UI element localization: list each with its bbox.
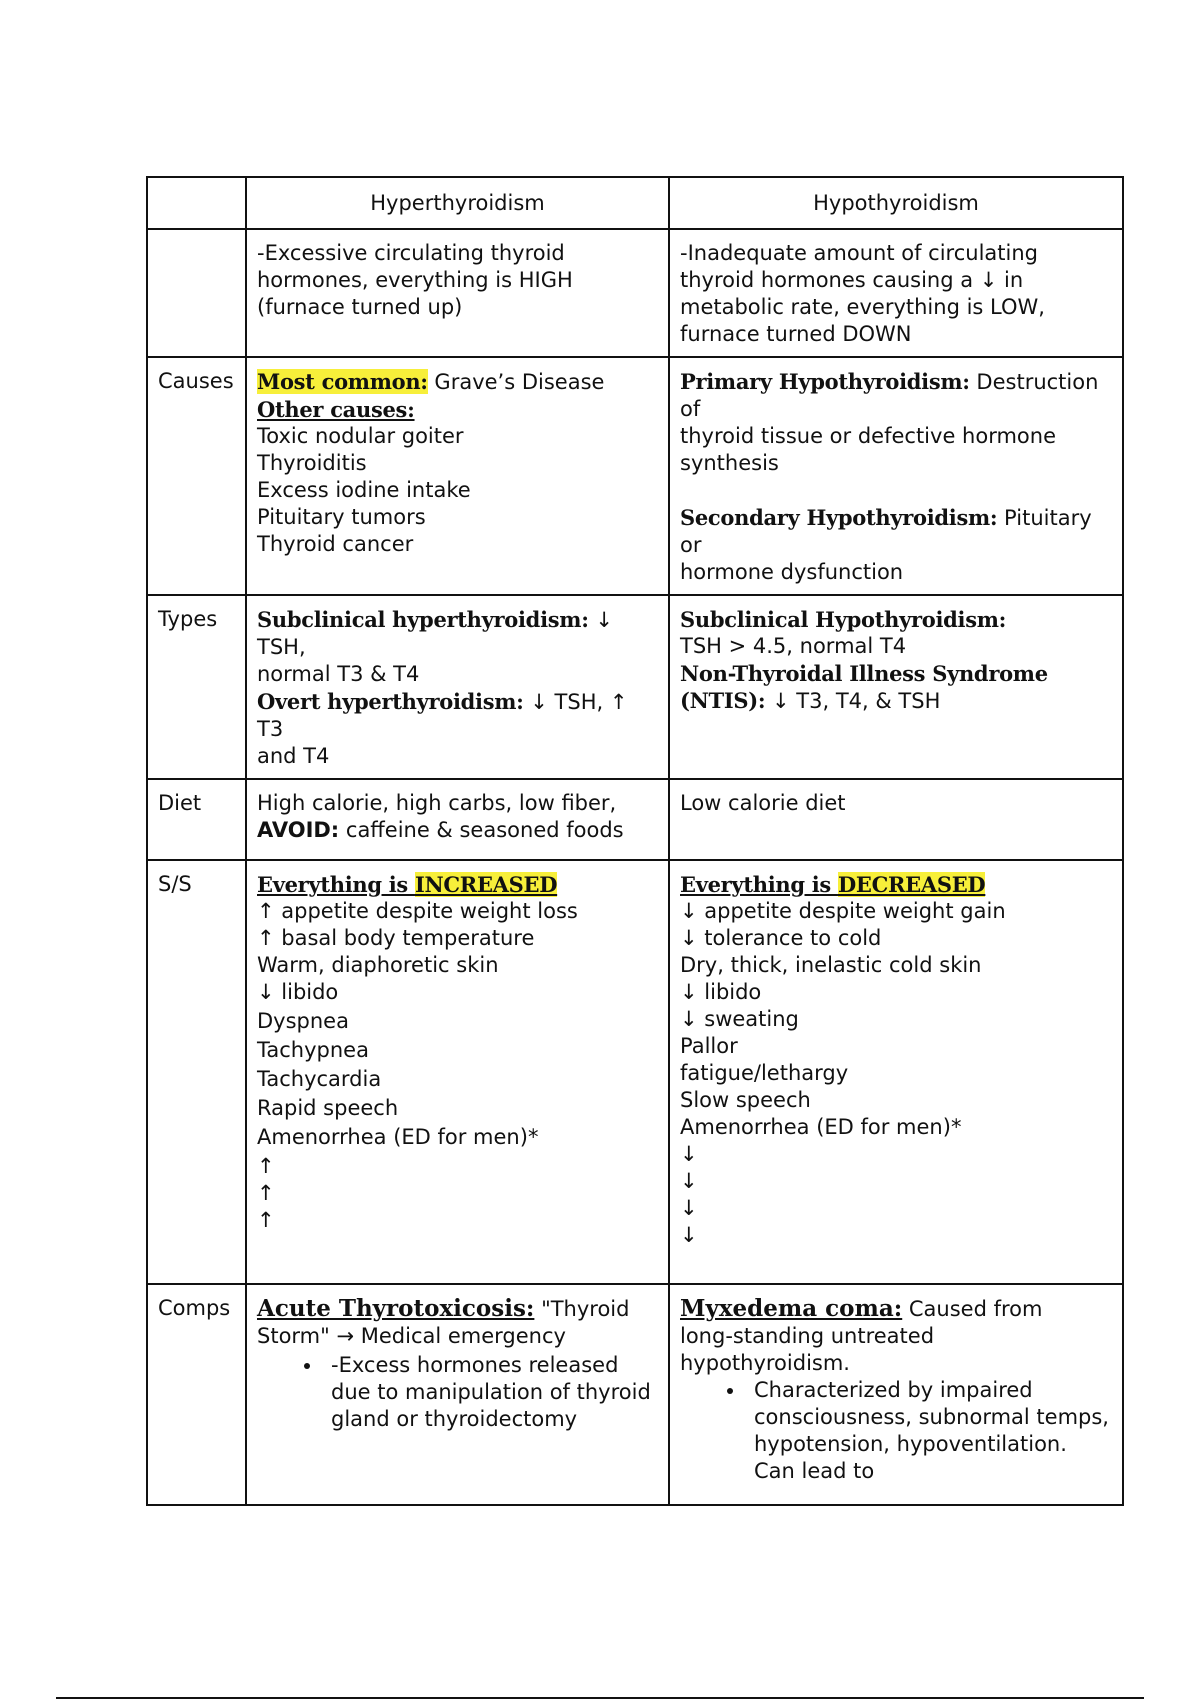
header-hypothyroidism: Hypothyroidism: [669, 177, 1123, 229]
ntis-line: [680, 687, 1113, 715]
causes-hypo: [669, 357, 1123, 595]
header-blank: [147, 177, 246, 229]
ss-hyper-item: ↑ appetite despite weight loss: [257, 899, 578, 923]
ss-hypo-item: Amenorrhea (ED for men)*: [680, 1115, 962, 1139]
subclinical-hypo-value: TSH > 4.5, normal T4: [680, 634, 907, 658]
types-hyper: [246, 595, 669, 779]
diet-label: Diet: [147, 779, 246, 860]
overt-hyper-line: and T4: [257, 744, 330, 768]
thyrotoxicosis-title: Acute Thyrotoxicosis:: [257, 1295, 535, 1322]
causes-hyper: [246, 357, 669, 595]
causes-label: Causes: [147, 357, 246, 595]
ss-hypo-heading-prefix: Everything is: [680, 872, 838, 897]
list-item: • Characterized by impaired consciousness, subnormal temps, hypotension, hypoventilation. Can lead to: [746, 1377, 1113, 1485]
ss-hypo-item: ↓ tolerance to cold: [680, 926, 882, 950]
ss-hyper-heading-prefix: Everything is: [257, 872, 415, 897]
thyrotoxicosis-line: Storm" → Medical emergency: [257, 1324, 566, 1348]
most-common-line: [257, 368, 659, 396]
overt-hyper-value: ↓ TSH, ↑ T3: [257, 690, 628, 741]
cause-item: Thyroid cancer: [257, 532, 414, 556]
thyrotoxicosis-bullets: [257, 1352, 659, 1433]
ntis-abbrev: (NTIS):: [680, 688, 766, 713]
complications-row: [147, 1284, 1123, 1505]
primary-value: Destruction of: [680, 370, 1099, 421]
list-item: • -Excess hormones released due to manipulation of thyroid gland or thyroidectomy: [323, 1352, 659, 1433]
diet-row: [147, 779, 1123, 860]
diet-hyper: [246, 779, 669, 860]
ss-hyper-item: ↓ libido: [257, 980, 339, 1004]
myxedema-line: hypothyroidism.: [680, 1351, 850, 1375]
intro-label: [147, 229, 246, 357]
secondary-label: Secondary Hypothyroidism:: [680, 505, 998, 530]
overt-hyper-line: [257, 688, 659, 743]
ss-hypo-item: fatigue/lethargy: [680, 1061, 849, 1085]
cause-item: Pituitary tumors: [257, 505, 426, 529]
header-hyperthyroidism: Hyperthyroidism: [246, 177, 669, 229]
ss-hyper-item: Warm, diaphoretic skin: [257, 953, 499, 977]
ss-hypo-item: Pallor: [680, 1034, 738, 1058]
ss-hypo-item: ↓ appetite despite weight gain: [680, 899, 1006, 923]
down-arrow-icon: ↓: [680, 1223, 698, 1247]
primary-line: thyroid tissue or defective hormone: [680, 424, 1057, 448]
ntis-value: ↓ T3, T4, & TSH: [765, 689, 941, 713]
ntis-label: Non-Thyroidal Illness Syndrome: [680, 661, 1048, 686]
cause-item: Excess iodine intake: [257, 478, 471, 502]
ss-hyper-item: Rapid speech: [257, 1096, 399, 1120]
up-arrow-icon: ↑: [257, 1181, 275, 1205]
ss-hypo-item: ↓ libido: [680, 980, 762, 1004]
header-row: [147, 177, 1123, 229]
overt-hyper-label: Overt hyperthyroidism:: [257, 689, 524, 714]
intro-hypo-line: furnace turned DOWN: [680, 322, 912, 346]
subclinical-hyper-line: [257, 606, 659, 661]
ss-hypo-item: Dry, thick, inelastic cold skin: [680, 953, 982, 977]
types-hypo: [669, 595, 1123, 779]
myxedema-rest: Caused from: [902, 1297, 1043, 1321]
ss-hyper: [246, 860, 669, 1284]
spacer: [680, 477, 1113, 504]
intro-hypo: [669, 229, 1123, 357]
footer-divider: [56, 1697, 1144, 1699]
primary-line: [680, 368, 1113, 423]
most-common-value: Grave’s Disease: [427, 370, 605, 394]
thyrotoxicosis-rest: "Thyroid: [534, 1297, 630, 1321]
comparison-table: [146, 176, 1124, 1506]
intro-hyper-line: (furnace turned up): [257, 295, 463, 319]
intro-hyper-line: -Excessive circulating thyroid: [257, 241, 565, 265]
myxedema-title: Myxedema coma:: [680, 1295, 903, 1322]
down-arrow-icon: ↓: [680, 1169, 698, 1193]
types-label: Types: [147, 595, 246, 779]
diet-hyper-line: High calorie, high carbs, low fiber,: [257, 791, 617, 815]
subclinical-hypo-label: Subclinical Hypothyroidism:: [680, 607, 1007, 632]
down-arrow-icon: ↓: [680, 1196, 698, 1220]
subclinical-hyper-value: ↓ TSH,: [257, 608, 613, 659]
intro-hyper: [246, 229, 669, 357]
ss-hypo-heading: [680, 871, 1113, 898]
types-row: [147, 595, 1123, 779]
avoid-label: AVOID:: [257, 818, 340, 842]
most-common-label: Most common:: [257, 369, 428, 394]
ss-hypo-item: Slow speech: [680, 1088, 811, 1112]
secondary-value: Pituitary or: [680, 506, 1092, 557]
ss-hypo: [669, 860, 1123, 1284]
avoid-value: caffeine & seasoned foods: [339, 818, 624, 842]
ss-hyper-item: ↑ basal body temperature: [257, 926, 535, 950]
primary-line: synthesis: [680, 451, 779, 475]
signs-symptoms-row: [147, 860, 1123, 1284]
subclinical-hyper-label: Subclinical hyperthyroidism:: [257, 607, 589, 632]
ss-label: S/S: [147, 860, 246, 1284]
up-arrow-icon: ↑: [257, 1154, 275, 1178]
myxedema-bullets: [680, 1377, 1113, 1485]
thyrotoxicosis-line: [257, 1295, 659, 1323]
ss-hypo-heading-word: DECREASED: [837, 872, 986, 897]
comps-hypo: [669, 1284, 1123, 1505]
ss-hyper-heading: [257, 871, 659, 898]
primary-label: Primary Hypothyroidism:: [680, 369, 970, 394]
secondary-line: [680, 504, 1113, 559]
intro-hyper-line: hormones, everything is HIGH: [257, 268, 573, 292]
subclinical-hyper-line: normal T3 & T4: [257, 662, 420, 686]
ss-hyper-item: Tachycardia: [257, 1067, 382, 1091]
ss-hyper-item: Dyspnea: [257, 1009, 349, 1033]
diet-avoid-line: [257, 817, 659, 844]
down-arrow-icon: ↓: [680, 1142, 698, 1166]
cause-item: Thyroiditis: [257, 451, 367, 475]
myxedema-line: long-standing untreated: [680, 1324, 935, 1348]
other-causes-label: Other causes:: [257, 397, 415, 422]
intro-hypo-line: -Inadequate amount of circulating: [680, 241, 1038, 265]
cause-item: Toxic nodular goiter: [257, 424, 464, 448]
diet-hypo-line: Low calorie diet: [680, 791, 846, 815]
myxedema-line: [680, 1295, 1113, 1323]
intro-row: [147, 229, 1123, 357]
comps-hyper: [246, 1284, 669, 1505]
diet-hypo: [669, 779, 1123, 860]
secondary-line: hormone dysfunction: [680, 560, 904, 584]
intro-hypo-line: thyroid hormones causing a ↓ in: [680, 268, 1024, 292]
ss-hyper-item: Tachypnea: [257, 1038, 369, 1062]
comps-label: Comps: [147, 1284, 246, 1505]
up-arrow-icon: ↑: [257, 1208, 275, 1232]
ss-hyper-item: Amenorrhea (ED for men)*: [257, 1125, 539, 1149]
ss-hypo-item: ↓ sweating: [680, 1007, 799, 1031]
intro-hypo-line: metabolic rate, everything is LOW,: [680, 295, 1045, 319]
ss-hyper-heading-word: INCREASED: [414, 872, 558, 897]
causes-row: [147, 357, 1123, 595]
